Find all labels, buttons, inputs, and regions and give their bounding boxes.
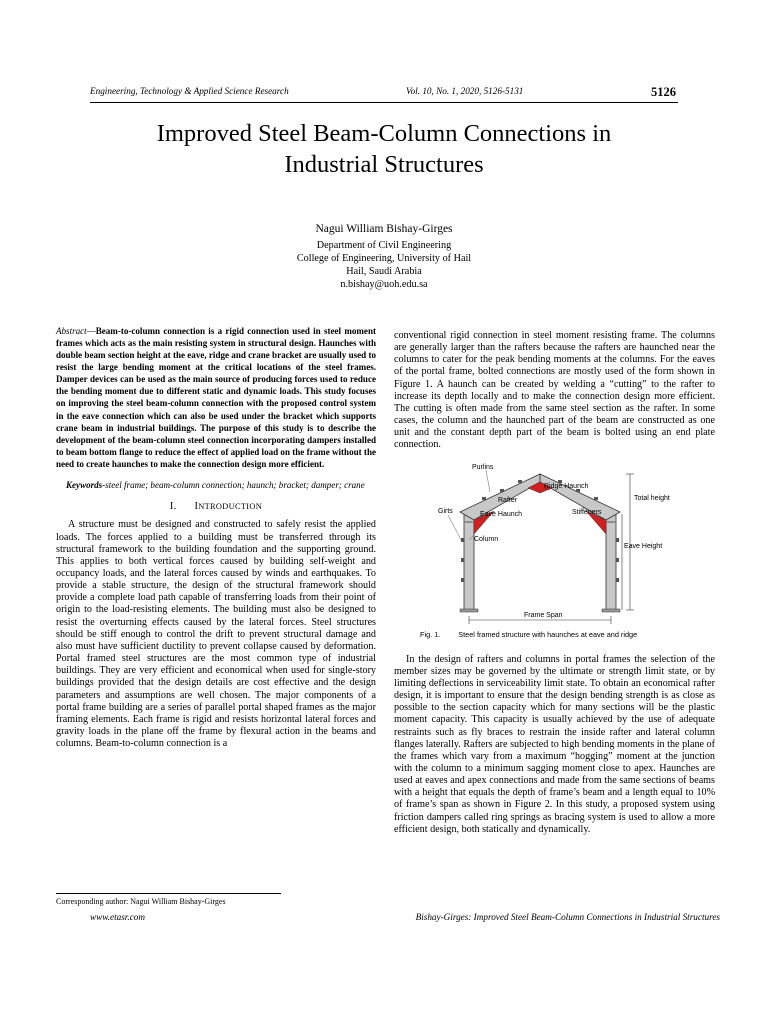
figure-1-number: Fig. 1. <box>420 629 441 639</box>
figure-1-caption-text: Steel framed structure with haunches at eave and ridge <box>458 629 638 639</box>
footer-running-title: Bishay-Girges: Improved Steel Beam-Column Connections in Industrial Structures <box>415 912 720 922</box>
section-heading-introduction <box>56 501 376 513</box>
keywords <box>56 479 376 491</box>
affiliation-location: Hail, Saudi Arabia <box>346 266 422 277</box>
right-column <box>394 330 715 836</box>
abstract <box>56 325 376 470</box>
abstract-label: Abstract <box>56 326 87 336</box>
purlin <box>518 480 522 483</box>
title-line-1: Improved Steel Beam-Column Connections in <box>156 120 612 147</box>
purlin <box>594 497 598 500</box>
label-stiffeners: Stiffeners <box>572 508 602 516</box>
keywords-label: Keywords- <box>66 479 106 490</box>
label-eave-haunch: Eave Haunch <box>480 510 523 518</box>
figure-1 <box>394 460 715 628</box>
girt <box>616 538 619 542</box>
label-total-height: Total height <box>634 494 670 502</box>
paper-title <box>84 118 684 180</box>
left-column-member <box>464 514 474 610</box>
title-line-2: Industrial Structures <box>284 151 484 178</box>
label-frame-span: Frame Span <box>524 611 563 619</box>
right-column-member <box>606 514 616 610</box>
girt <box>461 538 464 542</box>
right-base-plate <box>602 609 620 612</box>
label-rafter: Rafter <box>498 496 518 504</box>
portal-frame-diagram <box>394 460 715 628</box>
section-title-rest: NTRODUCTION <box>198 502 263 512</box>
purlin <box>482 497 486 500</box>
right-paragraph-2: In the design of rafters and columns in portal frames the selection of the member sizes may be governed by the ultimate or strength limit state, or by limiting deflections in serviceability limit state. To obtain an economical rafter design, it is important to ensure that the design bending strength is as close as possible to the section capacity which for many sections will be the plastic moment capacity. This capacity is usually achieved by the use of adequate restraints such as fly braces to restrain the inside rafter and lateral column flanges laterally. Rafters are subjected to high bending moments in the plane of the frames which vary from a maximum “hogging” moment at the junction with the column to a minimum sagging moment close to apex. Haunches are used at eaves and apex connections and made from the same sections of beams with a height that equals the depth of frame’s beam and a length equal to 10% of frame’s span as shown in Figure 2. In this study, a proposed system using friction dampers called ring springs as bracing system is used to allow a more efficient design, both statically and dynamically. <box>394 653 715 835</box>
label-ridge-haunch: Ridge Haunch <box>544 482 589 490</box>
label-column: Column <box>474 535 499 543</box>
label-girts: Girts <box>438 507 453 515</box>
intro-paragraph: A structure must be designed and constructed to safely resist the applied loads. The forces applied to a building must be transferred through its structural framework to the building foundation and the supporting ground. This applies to both vertical forces caused by building self-weight and occupancy loads, and the lateral forces caused by winds and earthquakes. To provide a stable structure, the design of the structural framework should provide a complete load path capable of transferring loads from their point of origin to the load-resisting elements. The building must also be designed to resist the overturning effects caused by the lateral forces. Steel structures should be stiff enough to control the drift to prevent structural damage and also must have sufficient ductility to prevent collapse caused by deformation. Portal framed steel structures are the most common type of industrial buildings. They are very efficient and economical when used for single-story buildings provided that the design details are cost effective and the design parameters and assumptions are well chosen. The major components of a portal frame building are a series of parallel portal shaped frames as the major framing elements. Each frame is rigid and resists horizontal lateral forces and gravity loads in the plane off the frame by flexural action in the beams and columns. Beam-to-column connection is a <box>56 519 376 750</box>
label-purlins: Purlins <box>472 463 494 471</box>
girt <box>616 558 619 562</box>
section-title-initial: I <box>194 501 199 513</box>
corresponding-author-footnote: Corresponding author: Nagui William Bishay-Girges <box>56 893 281 906</box>
girt <box>461 578 464 582</box>
affiliation-college: College of Engineering, University of Hail <box>296 253 472 264</box>
page-number: 5126 <box>651 85 676 99</box>
affiliation-department: Department of Civil Engineering <box>316 240 452 251</box>
purlin <box>500 489 504 492</box>
volume-info: Vol. 10, No. 1, 2020, 5126-5131 <box>406 86 524 96</box>
girt <box>616 578 619 582</box>
left-column <box>56 325 376 750</box>
left-base-plate <box>460 609 478 612</box>
abstract-dash: — <box>86 326 96 336</box>
girt <box>461 558 464 562</box>
right-paragraph-1: conventional rigid connection in steel moment resisting frame. The columns are generally larger than the rafters because the rafters are haunched near the columns to cater for the peak bending moments at the columns. For the eaves of the portal frame, bolted connections are mostly used of the form shown in Figure 1. A haunch can be created by welding a “cutting” to the rafter to increase its depth locally and to make the connection design more efficient. The cutting is often made from the same steel section as the rafter. In some cases, the column and the haunched part of the beam are constructed as one unit and the constant depth part of the beam is bolted using an end plate connection. <box>394 330 715 451</box>
running-header <box>90 86 678 103</box>
keywords-text: steel frame; beam-column connection; haunch; bracket; damper; crane <box>105 479 365 490</box>
journal-name: Engineering, Technology & Applied Science Research <box>90 86 289 96</box>
section-number: I. <box>169 501 177 513</box>
author-block <box>184 222 584 291</box>
author-email: n.bishay@uoh.edu.sa <box>340 279 428 290</box>
footer-website: www.etasr.com <box>90 912 145 922</box>
author-name: Nagui William Bishay-Girges <box>315 223 453 235</box>
figure-1-caption <box>394 630 715 640</box>
label-eave-height: Eave Height <box>624 542 663 550</box>
abstract-text: Beam-to-column connection is a rigid connection used in steel moment frames which acts as the main resisting system in structural design. Haunches with double beam section height at the eave, ridge and crane bracket are usually used to resist the large bending moment at the critical locations of the steel frames. Damper devices can be used as the main source of producing forces used to reduce the bending moment due to different static and dynamic loads. This study focuses on improving the steel beam-column connection with the proposed control system in the eave connection which can also be used under the bracket which supports crane beam in industrial buildings. The purpose of this study is to describe the development of the beam-column steel connection incorporating dampers installed to beam bottom flange to reduce the effect of applied load on the frame without the need to create haunches to make the connection design more efficient. <box>56 326 376 469</box>
